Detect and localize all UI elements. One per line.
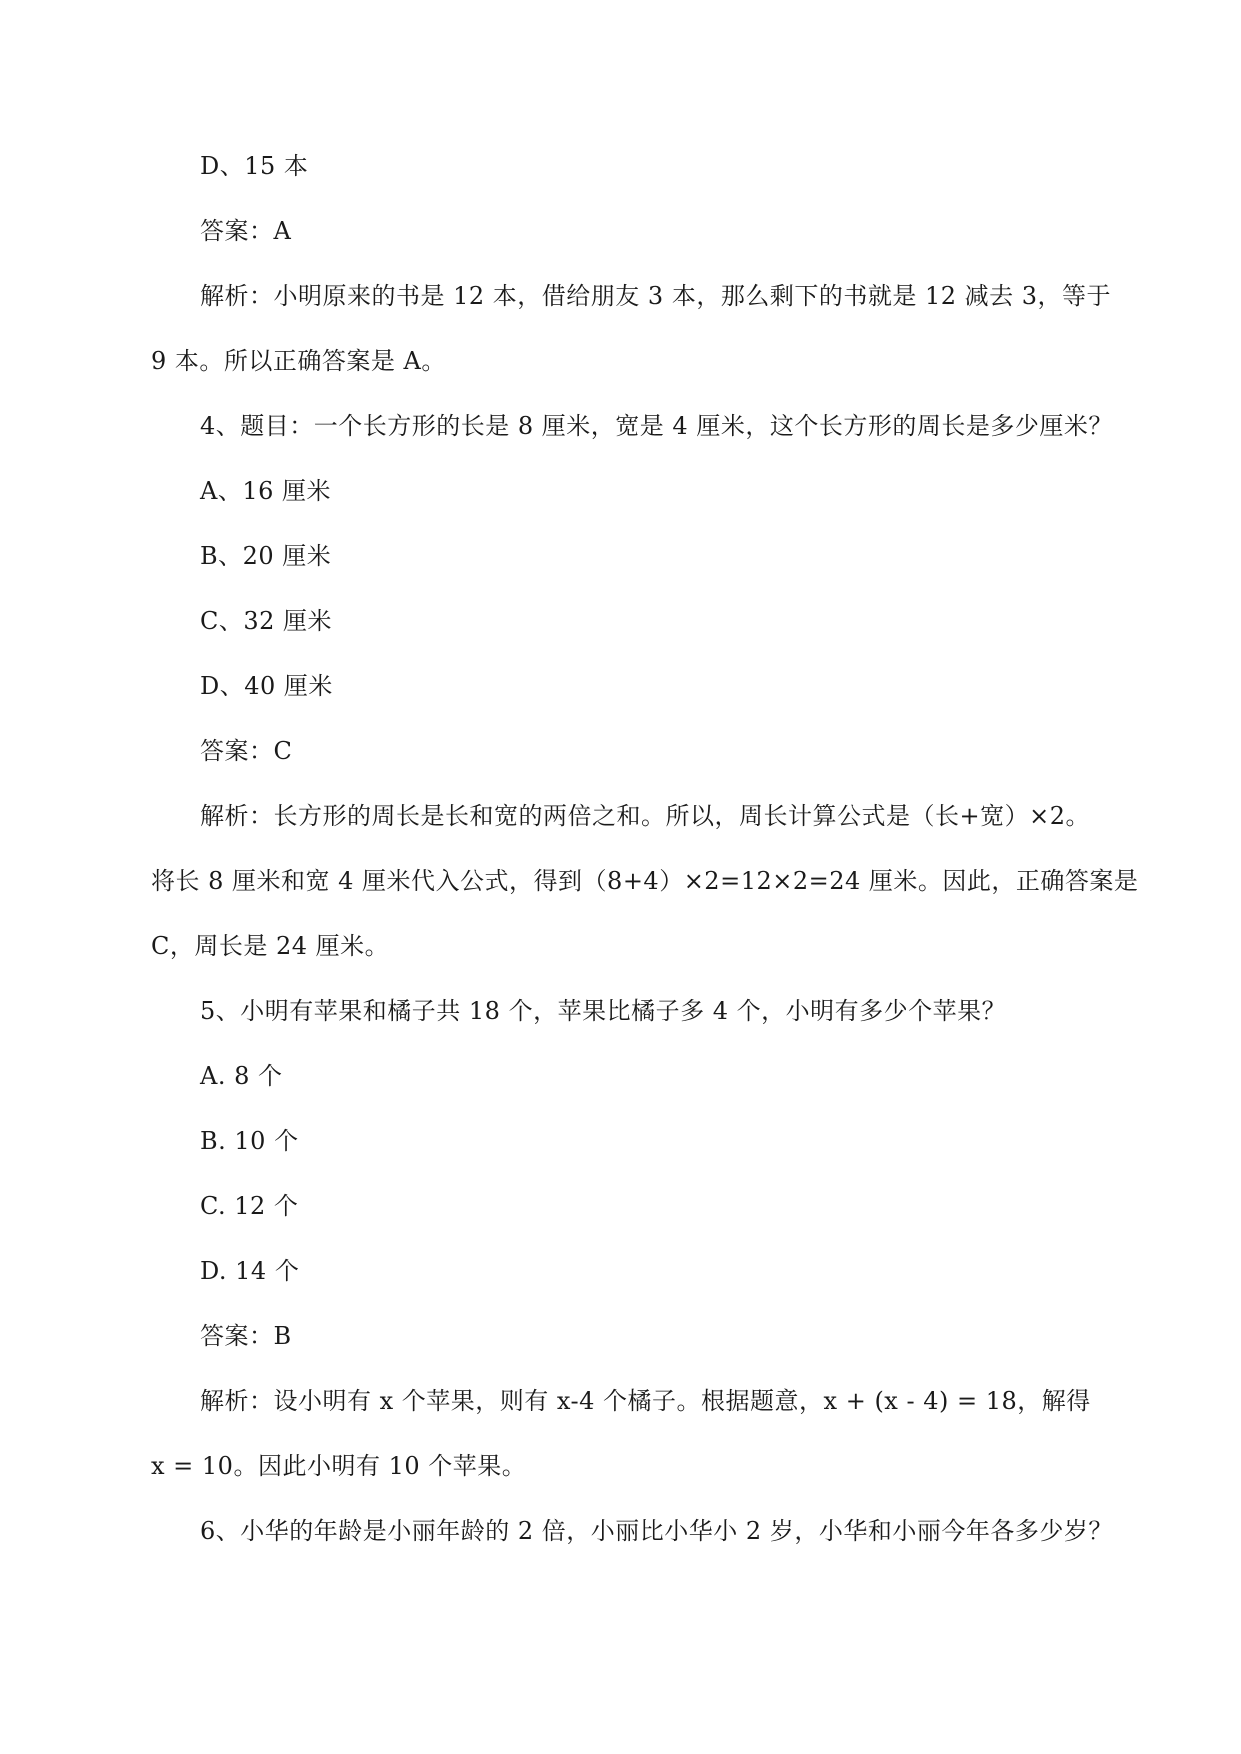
explanation-q4-line3: C，周长是 24 厘米。 [151,932,390,960]
question-4: 4、题目：一个长方形的长是 8 厘米，宽是 4 厘米，这个长方形的周长是多少厘米？ [200,412,1113,440]
option-c-q5: C. 12 个 [200,1192,299,1220]
option-b-q4: B、20 厘米 [200,542,332,570]
option-d-q4: D、40 厘米 [200,672,333,700]
explanation-q3-line1: 解析：小明原来的书是 12 本，借给朋友 3 本，那么剩下的书就是 12 减去 3，等于 [200,282,1112,310]
answer-q4: 答案：C [200,737,293,765]
explanation-q5-line2: x = 10。因此小明有 10 个苹果。 [151,1452,527,1480]
answer-q5: 答案：B [200,1322,292,1350]
explanation-q3-line2: 9 本。所以正确答案是 A。 [151,347,446,375]
option-b-q5: B. 10 个 [200,1127,299,1155]
explanation-q4-line1: 解析：长方形的周长是长和宽的两倍之和。所以，周长计算公式是（长+宽）×2。 [200,802,1090,830]
answer-q3: 答案：A [200,217,292,245]
explanation-q5-line1: 解析：设小明有 x 个苹果，则有 x-4 个橘子。根据题意，x + (x - 4) = 18，解得 [200,1387,1091,1415]
question-5: 5、小明有苹果和橘子共 18 个，苹果比橘子多 4 个，小明有多少个苹果？ [200,997,1007,1025]
option-d-q5: D. 14 个 [200,1257,300,1285]
option-d-q3: D、15 本 [200,152,309,180]
explanation-q4-line2: 将长 8 厘米和宽 4 厘米代入公式，得到（8+4）×2=12×2=24 厘米。因此，正确答案是 [151,867,1139,895]
option-a-q5: A. 8 个 [200,1062,283,1090]
question-6: 6、小华的年龄是小丽年龄的 2 倍，小丽比小华小 2 岁，小华和小丽今年各多少岁？ [200,1517,1113,1545]
option-c-q4: C、32 厘米 [200,607,333,635]
option-a-q4: A、16 厘米 [200,477,331,505]
